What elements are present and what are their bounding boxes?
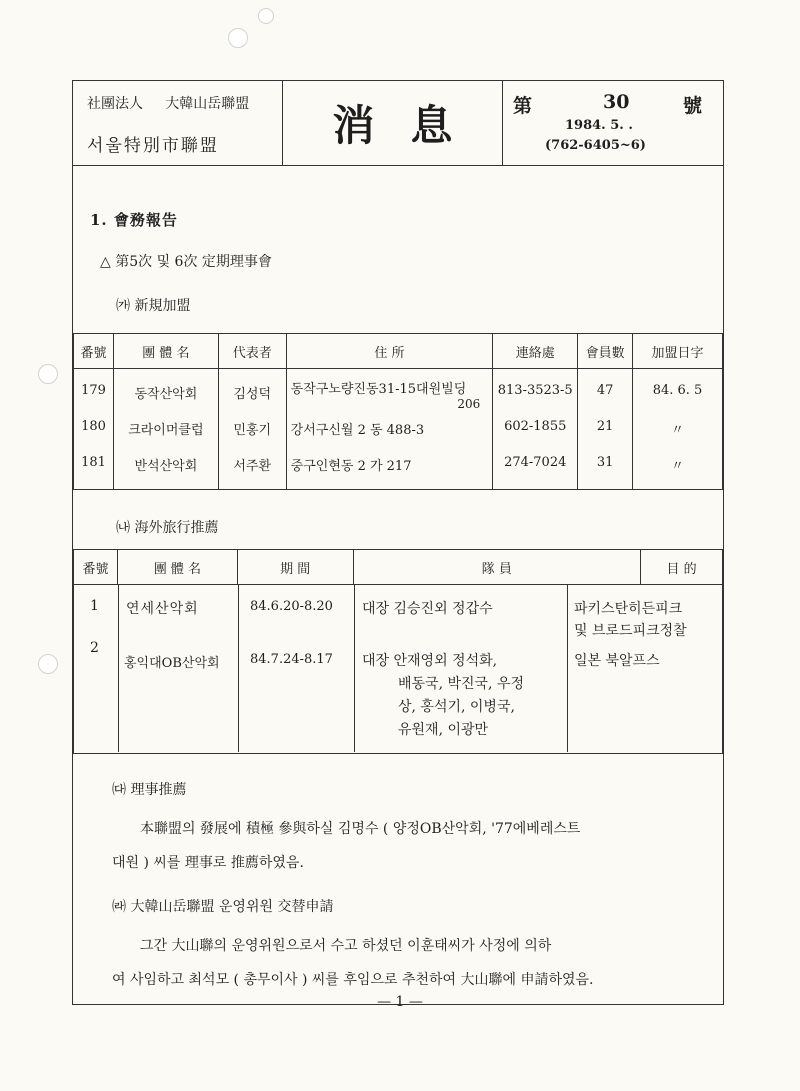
punch-hole-top-right	[258, 8, 274, 24]
cell-contact: 274-7024	[493, 447, 578, 489]
cell-purpose: 일본 북알프스	[574, 653, 660, 669]
table-row	[74, 447, 723, 489]
issue-prefix: 第	[513, 95, 533, 117]
punch-hole-top	[228, 28, 248, 48]
header-title-box	[283, 81, 503, 165]
travel-table-body	[73, 584, 723, 754]
cell-members-line: 배동국, 박진국, 우정	[398, 676, 524, 692]
cell-date: 〃	[633, 411, 723, 447]
org-name: 大韓山岳聯盟	[165, 96, 250, 112]
punch-hole-left-lower	[38, 654, 58, 674]
col-header-no: 番號	[74, 334, 114, 369]
cell-no: 180	[74, 411, 114, 447]
cell-no: 179	[74, 369, 114, 412]
col-header-rep: 代表者	[218, 334, 286, 369]
org-type: 社團法人	[87, 96, 143, 112]
table-row	[74, 369, 723, 412]
meeting-heading: △ 第5次 및 6次 定期理事會	[100, 254, 272, 270]
cell-purpose	[574, 598, 687, 642]
cell-count: 47	[578, 369, 633, 412]
col-header-address: 住 所	[286, 334, 493, 369]
cell-members-line: 상, 홍석기, 이병국,	[398, 699, 515, 715]
cell-no: 1	[90, 598, 99, 614]
paragraph-director-line1: 本聯盟의 發展에 積極 參與하실 김명수 ( 양정OB산악회, '77에베레스트	[140, 821, 581, 837]
issue-phone: (762-6405~6)	[545, 138, 646, 153]
col-header-contact: 連絡處	[493, 334, 578, 369]
col-header-no: 番號	[74, 550, 118, 585]
cell-purpose-line: 및 브로드피크정찰	[574, 623, 687, 639]
cell-name: 반석산악회	[113, 447, 218, 489]
cell-date: 84. 6. 5	[633, 369, 723, 412]
cell-period: 84.6.20-8.20	[250, 599, 333, 614]
paragraph-committee-line2: 여 사임하고 최석모 ( 총무이사 ) 씨를 후임으로 추천하여 大山聯에 申請하였음.	[112, 972, 594, 988]
cell-address-line1: 동작구노량진동31-15대원빌딩	[290, 382, 467, 397]
cell-address: 강서구신월 2 동 488-3	[286, 411, 493, 447]
cell-rep: 민홍기	[218, 411, 286, 447]
cell-name: 홍익대OB산악회	[124, 656, 220, 671]
col-header-count: 會員數	[578, 334, 633, 369]
cell-name: 동작산악회	[113, 369, 218, 412]
subheading-director-recommendation: ㈐ 理事推薦	[112, 782, 187, 798]
new-members-table	[73, 333, 723, 490]
cell-address: 중구인현동 2 가 217	[286, 447, 493, 489]
cell-name: 크라이머클럽	[113, 411, 218, 447]
paragraph-director-line2: 대원 ) 씨를 理事로 推薦하였음.	[112, 855, 304, 871]
col-header-date: 加盟日字	[633, 334, 723, 369]
cell-members-line: 대장 안재영외 정석화,	[362, 653, 498, 669]
issue-suffix: 號	[683, 95, 703, 117]
page-number: — 1 —	[377, 994, 423, 1010]
cell-rep: 김성덕	[218, 369, 286, 412]
table-row	[74, 411, 723, 447]
punch-hole-left-upper	[38, 364, 58, 384]
cell-name: 연세산악회	[126, 601, 199, 617]
cell-contact: 602-1855	[493, 411, 578, 447]
table-header-row	[74, 550, 723, 585]
cell-address-line2: 206	[457, 397, 481, 411]
cell-members: 대장 김승진외 정갑수	[362, 601, 493, 617]
cell-count: 21	[578, 411, 633, 447]
col-divider	[118, 584, 119, 752]
col-header-members: 隊 員	[353, 550, 641, 585]
col-divider	[354, 584, 355, 752]
subheading-new-members: ㈎ 新規加盟	[116, 298, 191, 314]
header-divider	[73, 165, 723, 166]
col-header-purpose: 目 的	[641, 550, 723, 585]
cell-members	[362, 650, 524, 742]
section-title-meeting-report: 1. 會務報告	[90, 211, 178, 229]
cell-date: 〃	[633, 447, 723, 489]
cell-period: 84.7.24-8.17	[250, 652, 333, 667]
paragraph-committee-line1: 그간 大山聯의 운영위원으로서 수고 하셨던 이훈태씨가 사정에 의하	[140, 938, 552, 954]
table-header-row	[74, 334, 723, 369]
col-header-name: 團 體 名	[117, 550, 237, 585]
overseas-travel-table	[73, 549, 723, 585]
cell-members-line: 유원재, 이광만	[398, 722, 489, 738]
cell-count: 31	[578, 447, 633, 489]
page-title: 消息	[332, 101, 489, 150]
col-divider	[567, 584, 568, 752]
issue-date: 1984. 5. .	[565, 118, 633, 133]
subheading-committee-replacement: ㈑ 大韓山岳聯盟 운영위원 交替申請	[112, 899, 334, 915]
cell-no: 181	[74, 447, 114, 489]
col-divider	[238, 584, 239, 752]
issue-number: 30	[603, 91, 630, 113]
col-header-period: 期 間	[237, 550, 353, 585]
cell-rep: 서주환	[218, 447, 286, 489]
subheading-overseas-travel: ㈏ 海外旅行推薦	[116, 520, 219, 536]
cell-no: 2	[90, 640, 99, 656]
cell-purpose-line: 파키스탄히든피크	[574, 601, 683, 617]
header-organization	[73, 81, 283, 165]
cell-address	[286, 369, 493, 412]
branch-name: 서울特別市聯盟	[87, 136, 219, 156]
header-issue-box	[503, 81, 722, 165]
col-header-name: 團 體 名	[113, 334, 218, 369]
cell-contact: 813-3523-5	[493, 369, 578, 412]
